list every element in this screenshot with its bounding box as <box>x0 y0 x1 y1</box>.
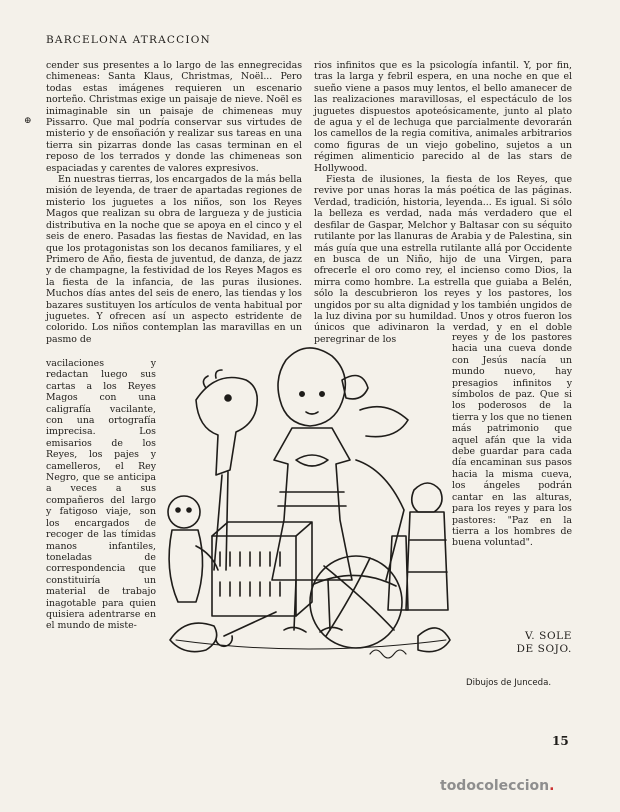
author-line-2: DE SOJO. <box>516 643 572 655</box>
paragraph: vacilaciones y redactan luego sus cartas a los Reyes Magos con una caligrafía vacilante, con una ortografía imprecisa. Los emisarios de los Reyes, los pajes y camelleros, el Rey Negro, que se anticipa a veces a sus compañeros del largo y fatigoso viaje, son los encargados de recoger de las tímidas manos infantiles, toneladas de correspondencia que constituiría un material de trabajo inagotable para quien quisiera adentrarse en el mundo de miste- <box>46 358 156 632</box>
paragraph: rios infinitos que es la psicología infantil. Y, por fin, tras la larga y febril espera, en una noche en que el sueño viene a pasos muy lentos, el bello amanecer de las realizaciones maravillosas, el espectáculo de los juguetes dispuestos apoteósicamente, junto al plato de agua y el de lechuga que parcialmente devorarán los camellos de la regia comitiva, animales arbitrarios como figuras de un viejo gobelino, sujetos a un régimen alimenticio parecido al de las stars de Hollywood. <box>314 60 572 174</box>
paragraph: reyes y de los pastores hacia una cueva donde con Jesús nacía un mundo nuevo, hay presagios infinitos y símbolos de paz. Que si los poderosos de la tierra y los que no tienen más patrimonio que aquel afán que la vida debe guardar para cada día encaminan sus pasos hacia la misma cueva, los ángeles podrán cantar en las alturas, para los reyes y para los pastores: "Paz en la tierra a los hombres de buena voluntad". <box>452 332 572 549</box>
paragraph: Fiesta de ilusiones, la fiesta de los Reyes, que revive por unas horas la más poética de las páginas. Verdad, tradición, historia, leyenda... Es igual. Si sólo la belleza es verdad, nada más verdadero que el desfilar de Gaspar, Melchor y Baltasar con su séquito rutilante por las llanuras de Arabia y de Palestina, sin más guía que una estrella rutilante allá por Occidente en busca de un Niño, hijo de una Virgen, para ofrecerle el oro como rey, el incienso como Dios, la mirra como hombre. La estrella que guiaba a Belén, sólo la descubrieron los reyes y los pastores, los ungidos por su alta dignidad y los también ungidos de la luz divina por su humildad. Unos y otros fueron los únicos que adivinaron la verdad, y en el doble peregrinar de los <box>314 174 572 345</box>
toy-rattle <box>216 612 276 646</box>
watermark <box>440 778 554 794</box>
column-right-narrow <box>452 332 572 634</box>
watermark-text: todocoleccion <box>440 778 550 794</box>
perfume-bottles <box>388 483 448 610</box>
author-signature <box>468 630 572 656</box>
page-number: 15 <box>552 734 569 748</box>
column-right-top <box>314 60 572 350</box>
margin-mark: ⊕ <box>24 116 32 126</box>
author-line-1: V. SOLE <box>524 630 572 642</box>
paragraph: cender sus presentes a lo largo de las ennegrecidas chimeneas: Santa Klaus, Christmas, Noël... Pero todas estas imágenes requieren un escenario norteño. Christmas exige un paisaje de nieve. Noël es inimaginable sin un paisaje de chimeneas muy Pissarro. Que mal podría conservar sus virtudes de misterio y de ensoñación y realizar sus tareas en una tierra sin pizarras donde las casas terminan en el reposo de los terrados y donde las chimeneas son espaciadas y carentes de valores expresivos. <box>46 60 302 174</box>
paragraph: En nuestras tierras, los encargados de la más bella misión de leyenda, de traer de apartadas regiones de misterio los juguetes a los niños, son los Reyes Magos que realizan su obra de largueza y de justicia distributiva en la noche que se apoya en el cinco y el seis de enero. Pasadas las fiestas de Navidad, en las que los protagonistas son los decanos familiares, y el Primero de Año, fiesta de juventud, de danza, de jazz y de champagne, la festividad de los Reyes Magos es la fiesta de la infancia, de las puras ilusiones. Muchos días antes del seis de enero, las tiendas y los bazares sustituyen los artículos de venta habitual por juguetes. Y ofrecen así un aspecto estridente de colorido. Los niños contemplan las maravillas en un pasmo de <box>46 174 302 345</box>
artist-signature <box>370 650 406 658</box>
watermark-dot: . <box>549 778 555 794</box>
hobby-horse <box>196 370 257 570</box>
illustration-credit: Dibujos de Junceda. <box>466 678 552 688</box>
column-left-narrow <box>46 358 156 670</box>
toy-monkey <box>168 496 218 602</box>
toys-illustration <box>156 340 454 670</box>
toy-soldier-box <box>212 522 312 616</box>
column-left-top <box>46 60 302 360</box>
toy-slipper-left <box>170 623 217 652</box>
page-header: BARCELONA ATRACCION <box>46 34 211 46</box>
